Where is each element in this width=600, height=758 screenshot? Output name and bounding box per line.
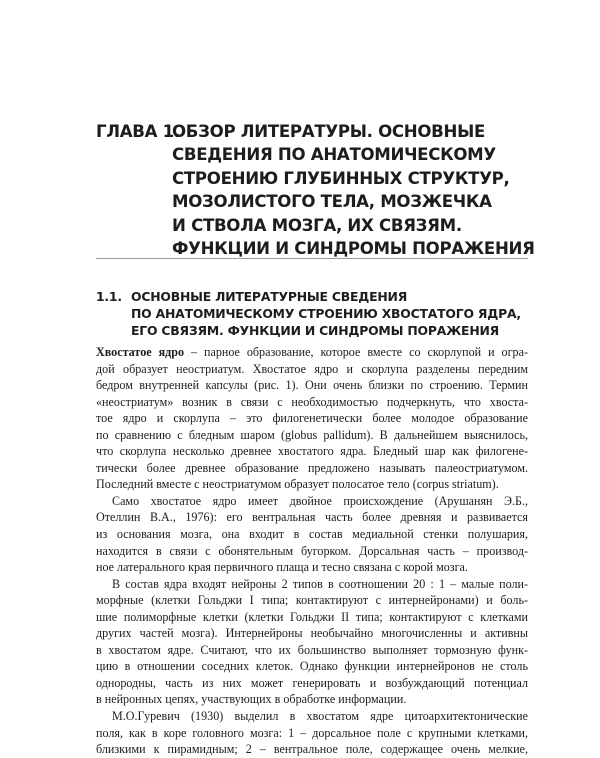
text-line: в хвостатом ядре. Считают, что их большинство выполняет тормозную функ- (96, 642, 528, 657)
text-line: бедром внутренней капсулы (рис. 1). Они очень близки по строению. Термин (96, 378, 528, 393)
chapter-title-line: И СТВОЛА МОЗГА, ИХ СВЯЗЯМ. (172, 215, 462, 235)
text-line: ное латерального края первичного плаща и тесно связана с корой мозга. (96, 560, 468, 575)
term-caudate-nucleus: Хвостатое ядро (96, 345, 185, 359)
text-line: цию в отношении соседних клеток. Однако функции интернейронов не столь (96, 659, 528, 674)
text-line: тически более древнее образование предложено называть палеостриатумом. (96, 460, 528, 475)
text-line: В состав ядра входят нейроны 2 типов в соотношении 20 : 1 – малые поли- (112, 576, 528, 591)
text-line: что скорлупа несколько древнее хвостатого ядра. Бледный шар как филогене- (96, 444, 528, 459)
text-line: близкими к пирамидным; 2 – вентральное поле, содержащее очень мелкие, (96, 742, 528, 757)
section-title-line: ОСНОВНЫЕ ЛИТЕРАТУРНЫЕ СВЕДЕНИЯ (131, 289, 408, 304)
text-line: из основания мозга, она входит в состав медиальной стенки полушария, (96, 527, 528, 542)
section-title-line: ЕГО СВЯЗЯМ. ФУНКЦИИ И СИНДРОМЫ ПОРАЖЕНИЯ (131, 323, 500, 339)
text-line: Само хвостатое ядро имеет двойное происхождение (Арушанян Э.Б., (112, 493, 528, 508)
text-fragment: – парное образование, которое вместе со скорлупой и огра- (184, 345, 528, 359)
text-line: Последний вместе с неостриатумом образует полосатое тело (corpus striatum). (96, 477, 499, 492)
chapter-title-line: СТРОЕНИЮ ГЛУБИННЫХ СТРУКТУР, (172, 168, 510, 188)
text-line: «неостриатум» возник в связи с необходимостью подчеркнуть, что хвоста- (96, 394, 528, 409)
chapter-title-line: ФУНКЦИИ И СИНДРОМЫ ПОРАЖЕНИЯ (172, 239, 535, 259)
text-line: в нейронных цепях, участвующих в обработке информации. (96, 692, 407, 707)
text-line: однородны, часть из них может генерировать и возбуждающий потенциал (96, 675, 528, 690)
section-title-line: ПО АНАТОМИЧЕСКОМУ СТРОЕНИЮ ХВОСТАТОГО ЯДРА, (131, 306, 521, 322)
text-line: других частей мозга). Интернейроны необычайно многочисленны и активны (96, 626, 528, 641)
section-heading (96, 288, 528, 340)
text-line: по сравнению с бледным шаром (globus pallidum). В дальнейшем выяснилось, (96, 427, 528, 442)
chapter-number: ГЛАВА 1. (96, 122, 180, 141)
text-line (96, 344, 528, 361)
chapter-title-line: МОЗОЛИСТОГО ТЕЛА, МОЗЖЕЧКА (172, 192, 492, 212)
body-text (96, 344, 528, 758)
section-number: 1.1. (96, 289, 122, 304)
text-line: тое ядро и скорлупа – это филогенетически более молодое образование (96, 411, 528, 426)
text-line: морфные (клетки Гольджи I типа; контактируют с интернейронами) и боль- (96, 593, 528, 608)
text-line: М.О.Гуревич (1930) выделил в хвостатом ядре цитоархитектонические (112, 709, 528, 724)
chapter-divider (96, 258, 528, 259)
text-line: Отеллин В.А., 1976): его вентральная часть более древняя и развивается (96, 510, 528, 525)
chapter-title (172, 120, 535, 260)
chapter-title-line: ОБЗОР ЛИТЕРАТУРЫ. ОСНОВНЫЕ (172, 122, 486, 141)
text-line: поля, как в коре головного мозга: 1 – дорсальное поле с крупными клетками, (96, 725, 528, 740)
text-line: находится в связи с обонятельным бугорком. Дорсальная часть – производ- (96, 543, 528, 558)
chapter-title-line: СВЕДЕНИЯ ПО АНАТОМИЧЕСКОМУ (172, 145, 496, 165)
text-line: дой образует неостриатум. Хвостатое ядро и скорлупа разделены передним (96, 361, 528, 376)
text-line: шие полиморфные клетки (клетки Гольджи II типа; контактируют с клетками (96, 609, 528, 624)
